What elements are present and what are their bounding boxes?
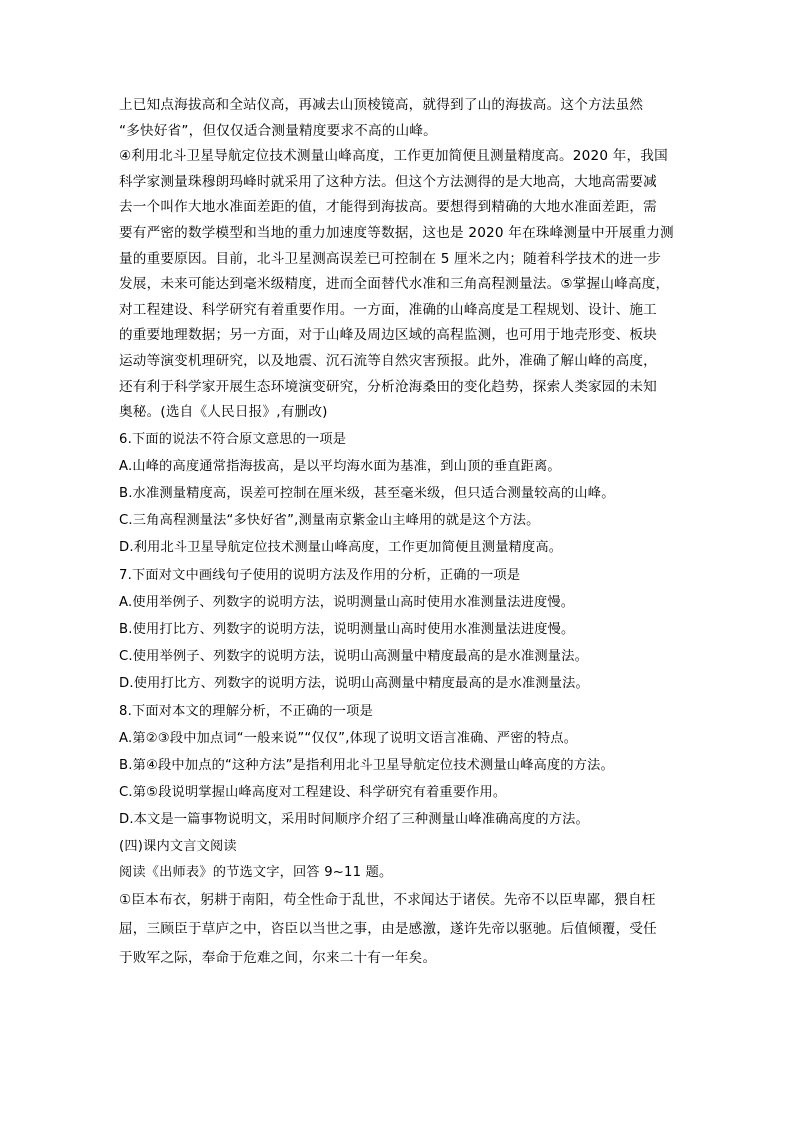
document-body xyxy=(119,93,679,973)
section-heading: (四)课内文言文阅读 xyxy=(119,838,237,854)
section-classical-reading xyxy=(119,834,679,974)
passage-line: 量的重要原因。目前，北斗卫星测高误差已可控制在 5 厘米之内；随着科学技术的进一步 xyxy=(119,250,662,267)
passage-line: “多快好省”，但仅仅适合测量精度要求不高的山峰。 xyxy=(119,122,437,139)
passage-line: 去一个叫作大地水准面差距的值，才能得到海拔高。要想得到精确的大地水准面差距，需 xyxy=(119,199,657,216)
question-7 xyxy=(119,562,679,698)
question-option: C.三角高程测量法“多快好省”,测量南京紫金山主峰用的就是这个方法。 xyxy=(119,513,540,529)
question-option: C.第⑤段说明掌握山峰高度对工程建设、科学研究有着重要作用。 xyxy=(119,785,507,801)
question-6 xyxy=(119,426,679,562)
passage-line: 奥秘。(选自《人民日报》,有删改) xyxy=(119,404,328,421)
passage-text xyxy=(119,93,679,426)
passage-line: 对工程建设、科学研究有着重要作用。一方面，准确的山峰高度是工程规划、设计、施工 xyxy=(119,301,657,318)
question-option: A.第②③段中加点词“一般来说”“仅仅”,体现了说明文语言准确、严密的特点。 xyxy=(119,730,578,746)
question-option: B.水准测量精度高，误差可控制在厘米级，甚至毫米级，但只适合测量较高的山峰。 xyxy=(119,486,615,502)
excerpt-line: 屈，三顾臣于草庐之中，咨臣以当世之事，由是感激，遂许先帝以驱驰。后值倾覆，受任 xyxy=(119,921,657,938)
passage-line: 发展，未来可能达到毫米级精度，进而全面替代水准和三角高程测量法。⑤掌握山峰高度， xyxy=(119,276,670,293)
question-stem: 8.下面对本文的理解分析，不正确的一项是 xyxy=(119,703,373,719)
excerpt-line: 于败军之际，奉命于危难之间，尔来二十有一年矣。 xyxy=(119,950,437,967)
question-option: A.使用举例子、列数字的说明方法，说明测量山高时使用水准测量法进度慢。 xyxy=(119,594,575,610)
question-option: D.利用北斗卫星导航定位技术测量山峰高度，工作更加简便且测量精度高。 xyxy=(119,540,563,556)
excerpt-line: ①臣本布衣，躬耕于南阳，苟全性命于乱世，不求闻达于诸侯。先帝不以臣卑鄙，猥自枉 xyxy=(119,892,656,909)
passage-line: 运动等演变机理研究，以及地震、沉石流等自然灾害预报。此外，准确了解山峰的高度， xyxy=(119,352,657,369)
question-8 xyxy=(119,698,679,834)
question-stem: 7.下面对文中画线句子使用的说明方法及作用的分析，正确的一项是 xyxy=(119,567,521,583)
question-option: D.使用打比方、列数字的说明方法，说明山高测量中精度最高的是水准测量法。 xyxy=(119,676,589,692)
question-option: B.第④段中加点的“这种方法”是指利用北斗卫星导航定位技术测量山峰高度的方法。 xyxy=(119,757,614,773)
question-option: D.本文是一篇事物说明文，采用时间顺序介绍了三种测量山峰准确高度的方法。 xyxy=(119,812,589,828)
question-option: A.山峰的高度通常指海拔高，是以平均海水面为基准，到山顶的垂直距离。 xyxy=(119,458,561,474)
question-option: B.使用打比方、列数字的说明方法，说明测量山高时使用水准测量法进度慢。 xyxy=(119,622,575,638)
passage-line: 还有利于科学家开展生态环境演变研究，分析沧海桑田的变化趋势，探索人类家园的未知 xyxy=(119,378,657,395)
passage-line: ④利用北斗卫星导航定位技术测量山峰高度，工作更加简便且测量精度高。2020 年，我国 xyxy=(119,148,668,165)
passage-line: 上已知点海拔高和全站仪高，再减去山顶棱镜高，就得到了山的海拔高。这个方法虽然 xyxy=(119,97,644,113)
question-option: C.使用举例子、列数字的说明方法，说明山高测量中精度最高的是水准测量法。 xyxy=(119,649,588,665)
passage-line: 科学家测量珠穆朗玛峰时就采用了这种方法。但这个方法测得的是大地高，大地高需要减 xyxy=(119,173,657,190)
passage-line: 的重要地理数据；另一方面，对于山峰及周边区域的高程监测，也可用于地壳形变、板块 xyxy=(119,327,657,344)
section-instruction: 阅读《出师表》的节选文字，回答 9~11 题。 xyxy=(119,864,393,880)
question-stem: 6.下面的说法不符合原文意思的一项是 xyxy=(119,431,347,447)
passage-line: 要有严密的数学模型和当地的重力加速度等数据，这也是 2020 年在珠峰测量中开展重力测 xyxy=(119,224,674,241)
